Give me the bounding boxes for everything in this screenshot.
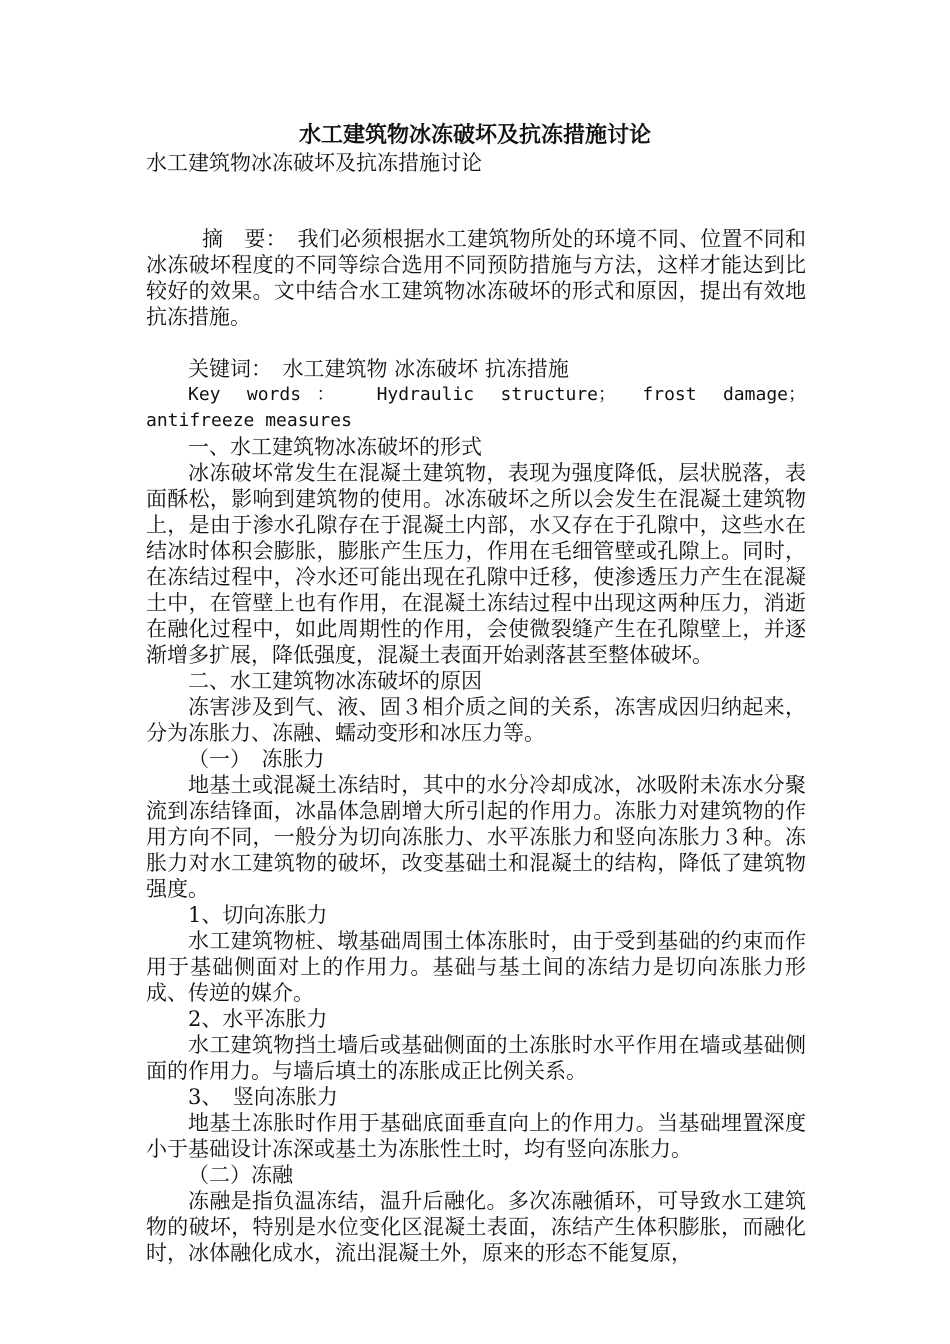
document-body — [146, 200, 806, 1266]
document-title: 水工建筑物冰冻破坏及抗冻措施讨论 — [298, 122, 651, 148]
keywords-en-line — [146, 382, 806, 434]
subsection-heading: （一） 冻胀力 — [188, 747, 325, 771]
body-paragraph: 地基土冻胀时作用于基础底面垂直向上的作用力。当基础埋置深度小于基础设计冻深或基土为冻胀性土时，均有竖向冻胀力。 — [146, 1111, 806, 1161]
subsection-heading: （二）冻融 — [188, 1163, 293, 1187]
item-heading: 3、 竖向冻胀力 — [188, 1085, 338, 1109]
body-paragraph: 水工建筑物桩、墩基础周围土体冻胀时，由于受到基础的约束而作用于基础侧面对上的作用力。基础与基土间的冻结力是切向冻胀力形成、传逆的媒介。 — [146, 929, 806, 1005]
keywords-line: 关键词： 水工建筑物 冰冻破坏 抗冻措施 — [188, 357, 569, 381]
abstract-paragraph — [146, 226, 806, 330]
body-paragraph: 地基土或混凝土冻结时，其中的水分冷却成冰，冰吸附未冻水分聚流到冻结锋面，冰晶体急剧增大所引起的作用力。冻胀力对建筑物的作用方向不同，一般分为切向冻胀力、水平冻胀力和竖向冻胀力３种。冻胀力对水工建筑物的破坏，改变基础土和混凝土的结构，降低了建筑物强度。 — [146, 773, 806, 901]
item-heading: 2、水平冻胀力 — [188, 1007, 328, 1031]
abstract-text: 摘 要： 我们必须根据水工建筑物所处的环境不同、位置不同和冰冻破坏程度的不同等综合选用不同预防措施与方法，这样才能达到比较好的效果。文中结合水工建筑物冰冻破坏的形式和原因，提出有效地抗冻措施。 — [146, 227, 806, 329]
body-paragraph: 冻害涉及到气、液、固３相介质之间的关系，冻害成因归纳起来，分为冻胀力、冻融、蠕动变形和冰压力等。 — [146, 695, 806, 745]
section-heading-1: 一、水工建筑物冰冻破坏的形式 — [188, 435, 482, 459]
body-paragraph: 冻融是指负温冻结，温升后融化。多次冻融循环，可导致水工建筑物的破坏，特别是水位变化区混凝土表面，冻结产生体积膨胀，而融化时，冰体融化成水，流出混凝土外，原来的形态不能复原， — [146, 1189, 806, 1265]
item-heading: 1、切向冻胀力 — [188, 903, 328, 927]
body-paragraph: 冰冻破坏常发生在混凝土建筑物，表现为强度降低，层状脱落，表面酥松，影响到建筑物的使用。冰冻破坏之所以会发生在混凝土建筑物上，是由于渗水孔隙存在于混凝土内部，水又存在于孔隙中，这些水在结冰时体积会膨胀，膨胀产生压力，作用在毛细管壁或孔隙上。同时，在冻结过程中，冷水还可能出现在孔隙中迁移，使渗透压力产生在混凝土中，在管壁上也有作用，在混凝土冻结过程中出现这两种压力，消逝在融化过程中，如此周期性的作用，会使微裂缝产生在孔隙壁上，并逐渐增多扩展，降低强度，混凝土表面开始剥落甚至整体破坏。 — [146, 461, 806, 667]
section-heading-2: 二、水工建筑物冰冻破坏的原因 — [188, 669, 482, 693]
body-paragraph: 水工建筑物挡土墙后或基础侧面的土冻胀时水平作用在墙或基础侧面的作用力。与墙后填土的冻胀成正比例关系。 — [146, 1033, 806, 1083]
keywords-en-text: Key words： Hydraulic structure； frost damage； antifreeze measures — [146, 384, 806, 431]
document-subtitle: 水工建筑物冰冻破坏及抗冻措施讨论 — [146, 151, 482, 175]
